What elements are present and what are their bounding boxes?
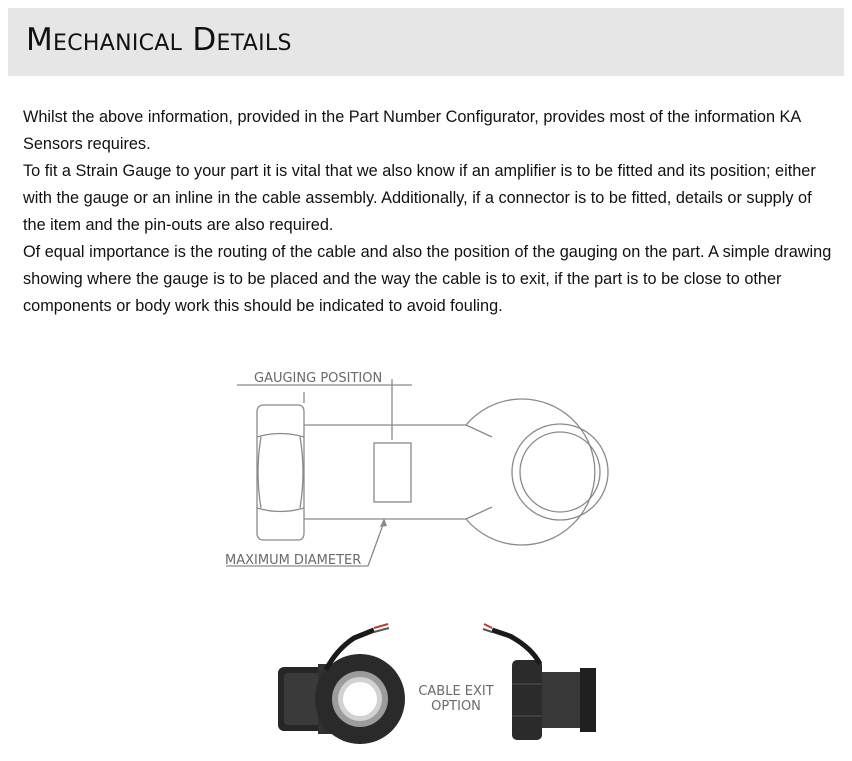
rod-end-render-top-view	[278, 624, 405, 744]
eye-bore	[520, 432, 600, 512]
paragraph-amplifier: To fit a Strain Gauge to your part it is vital that we also know if an amplifier is to be fitted and its position; either with the gauge or an inline in the cable assembly. Additionally, if a connector is to be fitted, details or supply of the item and the pin-outs are also required.	[23, 162, 816, 234]
gauging-position-label: GAUGING POSITION	[254, 371, 383, 386]
paragraph-routing: Of equal importance is the routing of the cable and also the position of the gauging on the part. A simple drawing showing where the gauge is to be placed and the way the cable is to exit, if the part is to be close to other components or body work this should be indicated to avoid fouling.	[23, 243, 832, 315]
eye-outer	[466, 399, 595, 545]
section-title: Mechanical Details	[26, 22, 292, 58]
rod-end-line-drawing	[226, 379, 608, 566]
rod-end-render-side-view	[483, 624, 596, 740]
maximum-diameter-label: MAXIMUM DIAMETER	[225, 553, 362, 568]
gauge-marker	[374, 443, 411, 502]
hex-nut-face-lines	[257, 434, 304, 512]
cable-exit-label-line2: OPTION	[431, 699, 481, 714]
paragraph-intro: Whilst the above information, provided in the Part Number Configurator, provides most of the information KA Sensors requires.	[23, 108, 801, 153]
hex-nut-outline	[257, 405, 304, 540]
eye-inner-ring	[512, 424, 608, 520]
cable-exit-label-line1: CABLE EXIT	[418, 684, 494, 699]
